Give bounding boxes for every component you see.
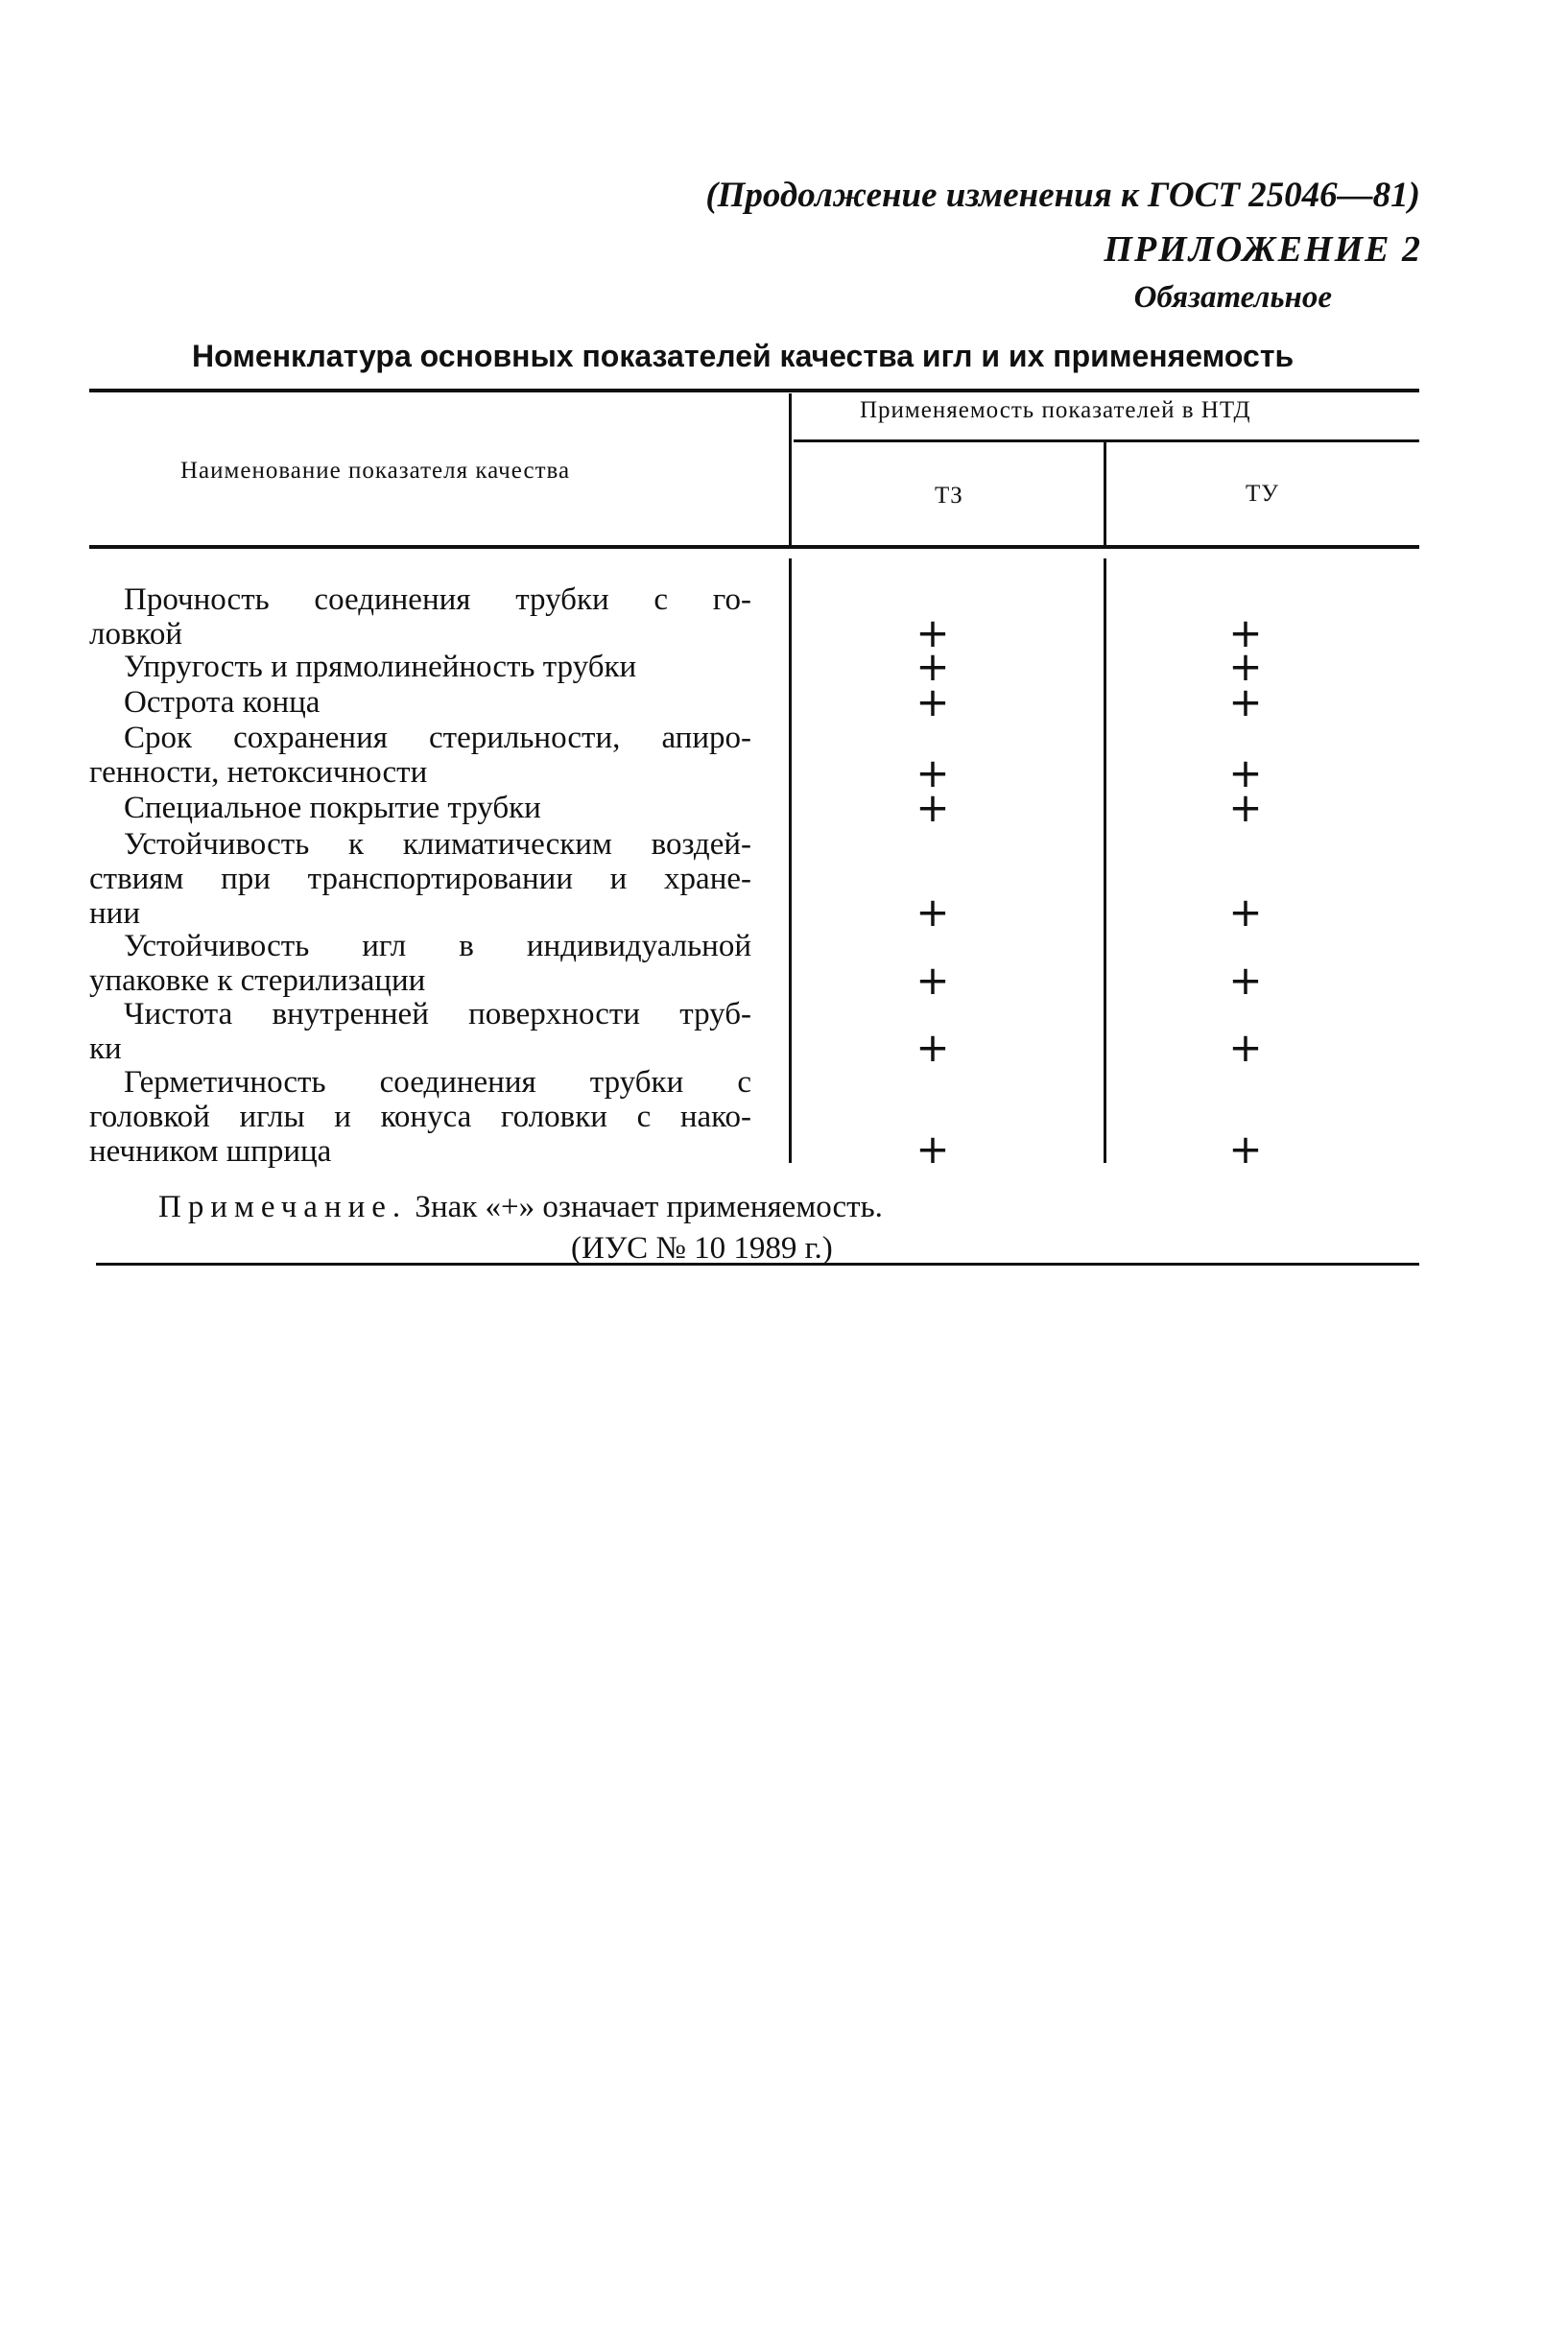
- row-label-line: Устойчивость к климатическим воздей-: [124, 827, 751, 862]
- table-row-label: [89, 685, 751, 720]
- appendix-title: ПРИЛОЖЕНИЕ 2: [1104, 229, 1422, 270]
- table-row-label: [89, 721, 751, 790]
- row-label-line: Герметичность соединения трубки с: [124, 1065, 751, 1100]
- row-label-line: Острота конца: [124, 685, 321, 720]
- tz-column-header: ТЗ: [935, 483, 963, 509]
- tz-applicability-mark: +: [915, 749, 950, 796]
- header-bottom-rule: [89, 545, 1419, 549]
- table-note: [158, 1190, 883, 1225]
- table-row-label: [89, 791, 751, 825]
- table-row-label: [89, 827, 751, 931]
- row-label-line: нечником шприца: [89, 1134, 332, 1169]
- note-label: Примечание.: [158, 1190, 408, 1224]
- tu-applicability-mark: +: [1228, 1126, 1263, 1173]
- row-label-line: ствиям при транспортировании и хране-: [89, 862, 751, 896]
- tu-applicability-mark: +: [1228, 609, 1263, 656]
- tz-applicability-mark: +: [915, 609, 950, 656]
- tu-applicability-mark: +: [1228, 643, 1263, 690]
- table-title: Номенклатура основных показателей качества игл и их применяемость: [192, 339, 1295, 373]
- table-row-label: [89, 582, 751, 652]
- applicability-header: Применяемость показателей в НТД: [860, 397, 1251, 423]
- tz-applicability-mark: +: [915, 678, 950, 725]
- note-text: Знак «+» означает применяемость.: [415, 1190, 883, 1224]
- row-label-line: Чистота внутренней поверхности труб-: [124, 997, 751, 1031]
- body-divider-2: [1104, 558, 1106, 1163]
- row-label-line: ки: [89, 1031, 122, 1066]
- tu-column-header: ТУ: [1246, 481, 1279, 507]
- tu-applicability-mark: +: [1228, 678, 1263, 725]
- tu-applicability-mark: +: [1228, 784, 1263, 831]
- table-row-label: [89, 929, 751, 998]
- tu-applicability-mark: +: [1228, 889, 1263, 936]
- table-row-label: [89, 650, 751, 684]
- tz-applicability-mark: +: [915, 643, 950, 690]
- table-row-label: [89, 1065, 751, 1169]
- group-header-rule: [794, 439, 1419, 442]
- indicator-name-header: Наименование показателя качества: [180, 458, 571, 484]
- tz-applicability-mark: +: [915, 889, 950, 936]
- tz-applicability-mark: +: [915, 784, 950, 831]
- table-top-rule: [89, 389, 1419, 392]
- row-label-line: ловкой: [89, 617, 183, 652]
- tz-applicability-mark: +: [915, 1126, 950, 1173]
- column-divider-1: [789, 393, 792, 545]
- row-label-line: головкой иглы и конуса головки с нако-: [89, 1100, 751, 1134]
- row-label-line: генности, нетоксичности: [89, 755, 428, 790]
- row-label-line: Устойчивость игл в индивидуальной: [124, 929, 751, 963]
- body-divider-1: [789, 558, 792, 1163]
- row-label-line: Специальное покрытие трубки: [124, 791, 541, 825]
- row-label-line: Срок сохранения стерильности, апиро-: [124, 721, 751, 755]
- source-reference: (ИУС № 10 1989 г.): [571, 1231, 833, 1266]
- table-row-label: [89, 997, 751, 1066]
- row-label-line: упаковке к стерилизации: [89, 963, 426, 998]
- column-divider-2: [1104, 442, 1106, 545]
- tu-applicability-mark: +: [1228, 749, 1263, 796]
- tz-applicability-mark: +: [915, 957, 950, 1004]
- row-label-line: Упругость и прямолинейность трубки: [124, 650, 637, 684]
- tu-applicability-mark: +: [1228, 957, 1263, 1004]
- tu-applicability-mark: +: [1228, 1024, 1263, 1071]
- row-label-line: нии: [89, 896, 140, 931]
- row-label-line: Прочность соединения трубки с го-: [124, 582, 751, 617]
- appendix-status: Обязательное: [1133, 280, 1332, 315]
- tz-applicability-mark: +: [915, 1024, 950, 1071]
- continuation-header: (Продолжение изменения к ГОСТ 25046—81): [705, 176, 1420, 215]
